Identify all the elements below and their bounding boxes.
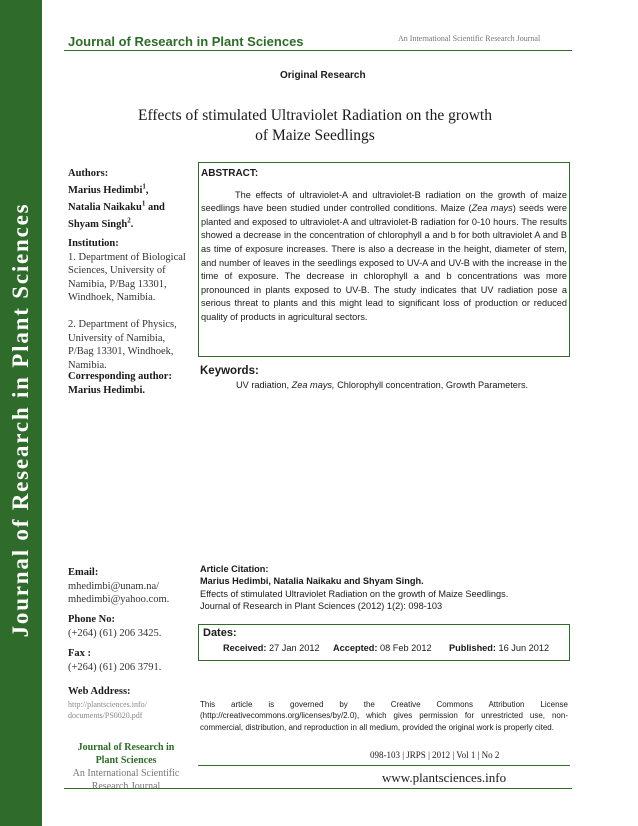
email-block	[68, 566, 192, 607]
footer-journal	[64, 741, 188, 793]
institution-1: 1. Department of Biological Sciences, University of Namibia, P/Bag 13301, Windhoek, Namibia.	[68, 251, 186, 304]
institution-label: Institution:	[68, 238, 119, 249]
journal-name: Journal of Research in Plant Sciences	[68, 34, 304, 49]
email-1[interactable]: mhedimbi@unam.na/	[68, 580, 160, 592]
abstract-text: The effects of ultraviolet-A and ultraviolet-B radiation on the growth of maize seedlings have been studied under controlled conditions. Maize (Zea mays) seeds were planted and exposed to ultraviolet-A and ultraviolet-B radiation for 0-10 hours. The results showed a decrease in the concentration of chlorophyll a and b for both ultraviolet A and B as time of exposure increases. There is also a decrease in the height, diameter of stem, and number of leaves in the seedlings exposed to UV-A and UV-B with the increase in the time of exposure. The decrease in chlorophyll a and b concentrations was more pronounced in plants exposed to UV-B. The study indicates that UV radiation pose a serious threat to plants and this might lead to significant loss of production or reduced quality of products in agricultural sectors.	[201, 189, 567, 322]
citation-authors: Marius Hedimbi, Natalia Naikaku and Shyam Singh.	[200, 576, 424, 587]
article-citation	[200, 563, 570, 613]
institution-2: 2. Department of Physics, University of Namibia, P/Bag 13301, Windhoek, Namibia.	[68, 318, 177, 371]
email-label: Email:	[68, 567, 99, 578]
license-text: This article is governed by the Creative Commons Attribution License (http://creativecommons.org/licenses/by/2.0), which gives permission for unrestricted use, non-commercial, distribution, and reproduction in all medium, provided the original work is properly cited.	[200, 700, 568, 732]
author-3: Shyam Singh$^2$.	[68, 216, 134, 231]
dates-box	[198, 624, 570, 661]
dates-label: Dates:	[203, 627, 237, 639]
paper-title: Effects of stimulated Ultraviolet Radiation on the growth of Maize Seedlings	[138, 107, 492, 144]
authors-block	[68, 167, 192, 232]
keywords-text: UV radiation, Zea mays, Chlorophyll concentration, Growth Parameters.	[236, 380, 529, 390]
citation-label: Article Citation:	[200, 564, 269, 574]
email-2[interactable]: mhedimbi@yahoo.com.	[68, 594, 170, 606]
phone-label: Phone No:	[68, 614, 115, 625]
phone-block	[68, 613, 192, 640]
abstract-box	[198, 162, 570, 357]
published-date: Published: 16 Jun 2012	[449, 643, 550, 653]
footer-journal-line1: Journal of Research in	[77, 742, 175, 753]
institution-block	[68, 237, 192, 372]
section-type: Original Research	[280, 70, 366, 81]
journal-subtitle: An International Scientific Research Journal	[398, 34, 541, 43]
citation-title: Effects of stimulated Ultraviolet Radiation on the growth of Maize Seedlings.	[200, 588, 509, 599]
footer-bottom-rule	[64, 788, 572, 789]
fax-block	[68, 647, 192, 674]
abstract-label: ABSTRACT:	[201, 168, 259, 179]
phone-number: (+264) (61) 206 3425.	[68, 627, 162, 639]
side-journal-title-text: Journal of Research in Plant Sciences	[8, 202, 33, 638]
footer-rule	[198, 765, 570, 766]
accepted-date: Accepted: 08 Feb 2012	[333, 643, 432, 653]
author-2: Natalia Naikaku$^1$ and	[68, 199, 165, 214]
footer-subtitle-line2: Research Journal	[91, 781, 161, 792]
fax-number: (+264) (61) 206 3791.	[68, 661, 162, 673]
citation-journal: Journal of Research in Plant Sciences (2012) 1(2): 098-103	[200, 601, 443, 612]
author-1: Marius Hedimbi$^1$,	[68, 182, 149, 197]
corresponding-label: Corresponding author:	[68, 371, 172, 382]
side-journal-title	[0, 0, 42, 826]
footer-url[interactable]: www.plantsciences.info	[382, 770, 507, 785]
footer-reference: 098-103 | JRPS | 2012 | Vol 1 | No 2	[370, 750, 500, 760]
web-block	[68, 685, 192, 721]
header-rule	[64, 50, 572, 51]
fax-label: Fax :	[68, 648, 92, 659]
received-date: Received: 27 Jan 2012	[223, 643, 320, 653]
web-address-link[interactable]: http://plantsciences.info/ documents/PS0020.pdf	[68, 699, 147, 720]
footer-journal-line2: Plant Sciences	[95, 755, 157, 766]
footer-subtitle-line1: An International Scientific	[72, 768, 180, 779]
corresponding-block	[68, 370, 192, 397]
authors-label: Authors:	[68, 168, 109, 179]
keywords-label: Keywords:	[200, 365, 259, 377]
corresponding-author: Marius Hedimbi.	[68, 384, 146, 396]
web-label: Web Address:	[68, 686, 131, 697]
